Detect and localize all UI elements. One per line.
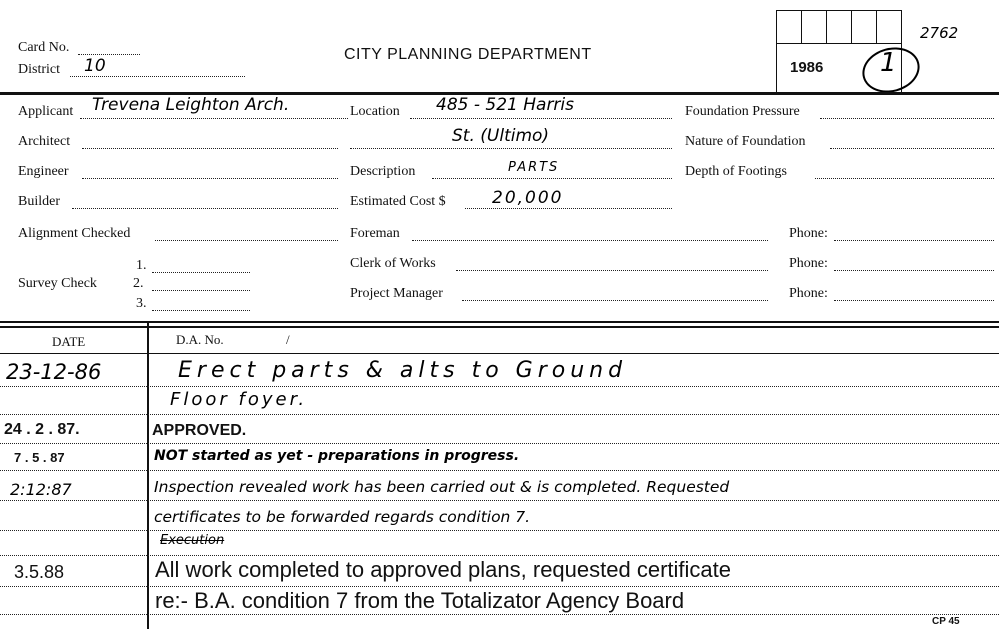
log-date: 2:12:87 xyxy=(10,480,72,499)
clerk-phone-label: Phone: xyxy=(789,256,828,271)
foreman-field xyxy=(412,240,768,241)
code-box-5 xyxy=(876,10,902,44)
card-number: 2762 xyxy=(920,24,959,42)
engineer-label: Engineer xyxy=(18,164,69,179)
description-field xyxy=(432,178,672,179)
struck-text: Execution xyxy=(160,533,225,548)
location-value-2: St. (Ultimo) xyxy=(452,126,550,146)
year-value: 1986 xyxy=(790,59,824,76)
department-title: CITY PLANNING DEPARTMENT xyxy=(344,46,592,63)
survey-2-label: 2. xyxy=(133,276,144,291)
log-date: 3.5.88 xyxy=(14,562,65,582)
circled-number: 1 xyxy=(880,48,897,78)
log-text: re:- B.A. condition 7 from the Totalizator Agency Board xyxy=(155,588,685,613)
district-value: 10 xyxy=(84,56,106,76)
survey-3-label: 3. xyxy=(136,296,147,311)
log-rule xyxy=(0,414,999,415)
foreman-label: Foreman xyxy=(350,226,400,241)
clerk-field xyxy=(456,270,768,271)
log-rule xyxy=(0,386,999,387)
pm-phone-field xyxy=(834,300,994,301)
cost-field xyxy=(465,208,672,209)
pm-field xyxy=(462,300,768,301)
nature-label: Nature of Foundation xyxy=(685,134,806,149)
applicant-label: Applicant xyxy=(18,104,74,119)
code-box-1 xyxy=(776,10,802,44)
survey-1-label: 1. xyxy=(136,258,147,273)
depth-label: Depth of Footings xyxy=(685,164,787,179)
log-rule xyxy=(0,614,999,615)
district-label: District xyxy=(18,62,60,77)
location-label: Location xyxy=(350,104,400,119)
log-date: 7 . 5 . 87 xyxy=(14,450,65,465)
cost-label: Estimated Cost $ xyxy=(350,194,446,209)
survey-3-field xyxy=(152,310,250,311)
foundation-pressure-label: Foundation Pressure xyxy=(685,104,800,119)
code-box-2 xyxy=(801,10,827,44)
log-rule-top-2 xyxy=(0,326,999,328)
log-text: NOT started as yet - preparations in progress. xyxy=(154,448,520,464)
log-date: 23-12-86 xyxy=(6,360,102,384)
log-rule xyxy=(0,530,999,531)
log-text: All work completed to approved plans, requested certificate xyxy=(155,557,731,582)
depth-field xyxy=(815,178,994,179)
applicant-field xyxy=(80,118,348,119)
da-value: / xyxy=(286,332,290,347)
survey-2-field xyxy=(152,290,250,291)
location-value-1: 485 - 521 Harris xyxy=(436,95,575,115)
survey-label: Survey Check xyxy=(18,276,97,291)
description-value: PARTS xyxy=(508,160,560,175)
card-no-label: Card No. xyxy=(18,40,70,55)
nature-field xyxy=(830,148,994,149)
alignment-field xyxy=(155,240,338,241)
alignment-label: Alignment Checked xyxy=(18,226,131,241)
description-label: Description xyxy=(350,164,416,179)
clerk-phone-field xyxy=(834,270,994,271)
log-rule xyxy=(0,555,999,556)
location-field-1 xyxy=(410,118,672,119)
log-text: Inspection revealed work has been carried out & is completed. Requested xyxy=(154,478,730,496)
log-rule xyxy=(0,470,999,471)
district-field xyxy=(70,76,245,77)
foreman-phone-label: Phone: xyxy=(789,226,828,241)
log-rule xyxy=(0,586,999,587)
log-rule xyxy=(0,443,999,444)
code-box-4 xyxy=(851,10,877,44)
location-field-2 xyxy=(350,148,672,149)
log-rule xyxy=(0,500,999,501)
date-header: DATE xyxy=(52,334,86,349)
da-header: D.A. No. xyxy=(176,332,224,347)
date-column-divider xyxy=(147,323,149,629)
card-no-field xyxy=(78,54,140,55)
pm-phone-label: Phone: xyxy=(789,286,828,301)
builder-field xyxy=(72,208,338,209)
pm-label: Project Manager xyxy=(350,286,443,301)
log-header-rule xyxy=(0,353,999,354)
log-text: certificates to be forwarded regards condition 7. xyxy=(154,508,531,526)
clerk-label: Clerk of Works xyxy=(350,256,436,271)
log-date: 24 . 2 . 87. xyxy=(4,421,80,438)
applicant-value: Trevena Leighton Arch. xyxy=(92,95,290,115)
foundation-pressure-field xyxy=(820,118,994,119)
survey-1-field xyxy=(152,272,250,273)
architect-label: Architect xyxy=(18,134,71,149)
foreman-phone-field xyxy=(834,240,994,241)
cost-value: 20,000 xyxy=(492,188,564,208)
log-text: Floor foyer. xyxy=(170,389,308,410)
builder-label: Builder xyxy=(18,194,60,209)
engineer-field xyxy=(82,178,338,179)
form-code: CP 45 xyxy=(932,616,960,627)
code-box-3 xyxy=(826,10,852,44)
log-rule-top xyxy=(0,321,999,323)
log-text: Erect parts & alts to Ground xyxy=(178,358,628,383)
log-text: APPROVED. xyxy=(152,422,247,439)
architect-field xyxy=(82,148,338,149)
